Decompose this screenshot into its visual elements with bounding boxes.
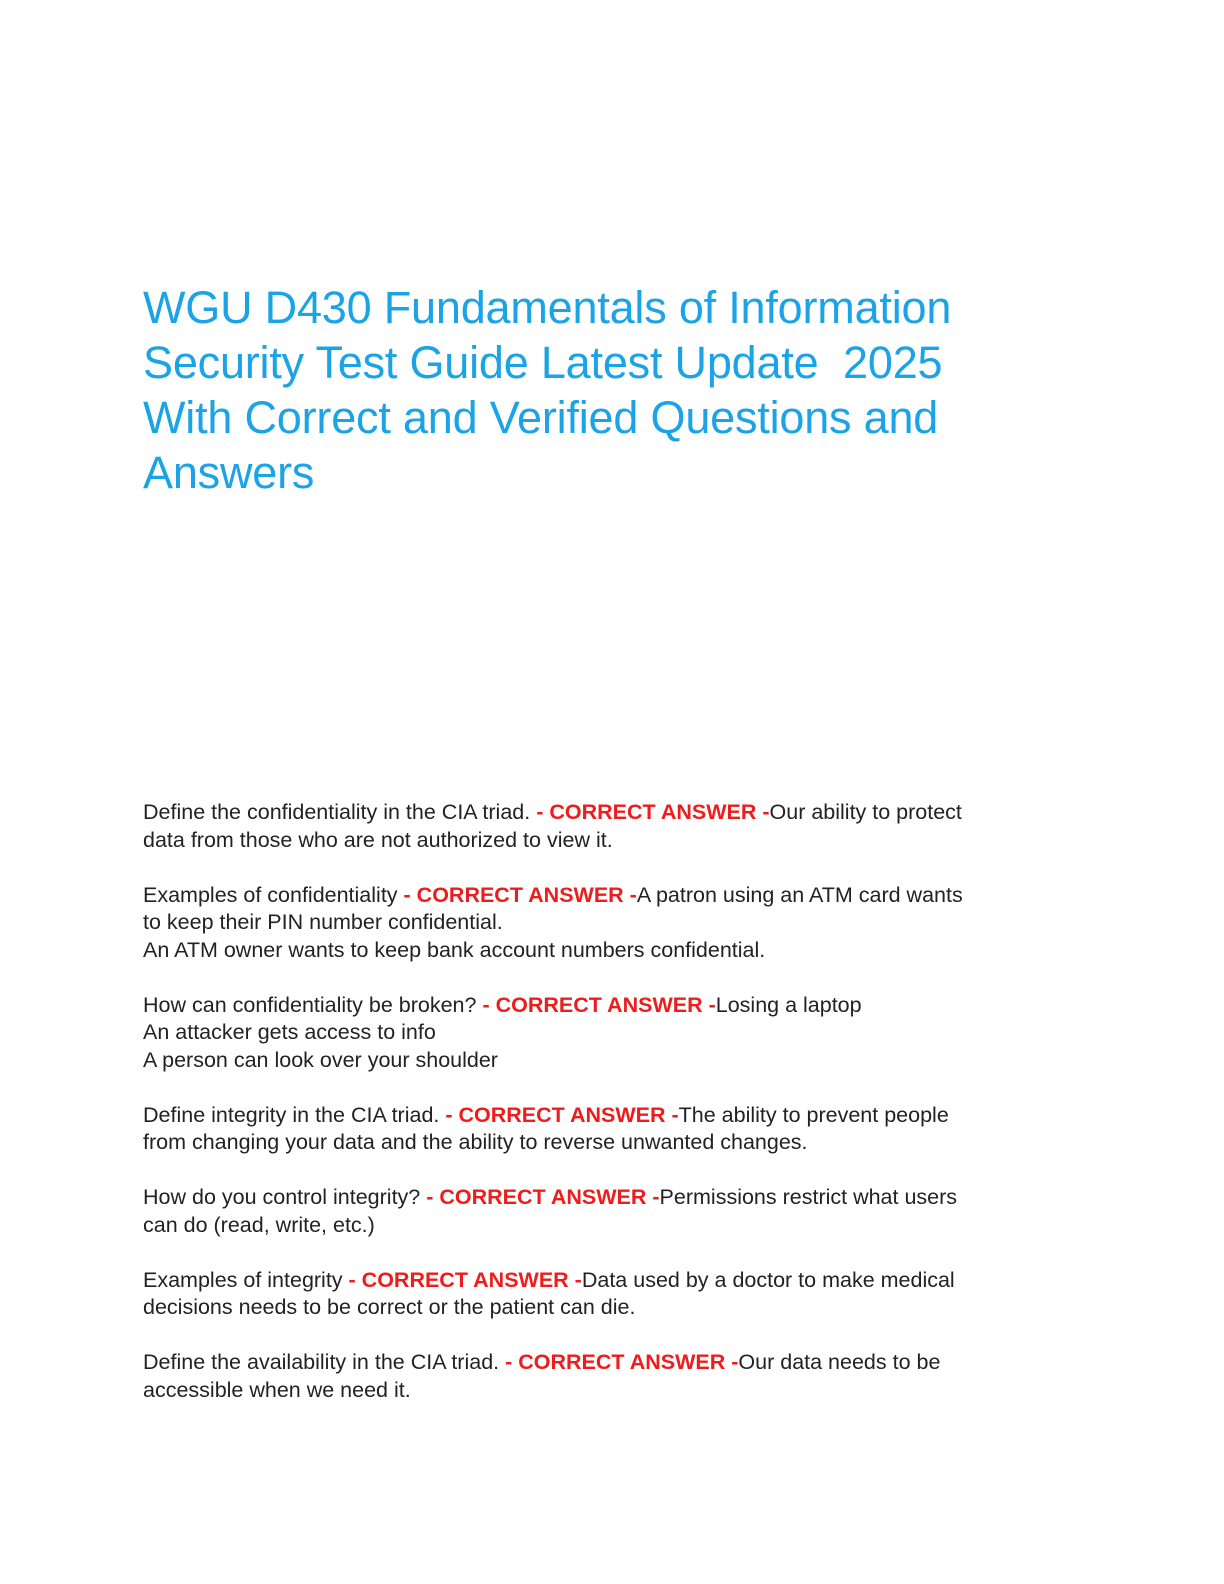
correct-answer-tag: - CORRECT ANSWER - [445,1102,679,1127]
qa-first-line [143,882,1083,910]
document-title [143,280,1103,500]
answer-text: A patron using an ATM card wants [636,882,963,907]
qa-item [143,1102,1083,1157]
qa-first-line [143,799,1083,827]
title-line: Answers [143,447,315,498]
answer-line: An attacker gets access to info [143,1020,436,1044]
question-text: How can confidentiality be broken? [143,992,483,1017]
title-line: Security Test Guide Latest Update 2025 [143,337,943,388]
answer-line: A person can look over your shoulder [143,1047,498,1072]
answer-line: data from those who are not authorized to view it. [143,827,613,852]
qa-item [143,799,1083,854]
qa-item [143,882,1083,965]
qa-first-line [143,992,1083,1020]
question-text: Examples of integrity [143,1267,349,1292]
answer-line: can do (read, write, etc.) [143,1212,375,1237]
question-text: How do you control integrity? [143,1185,427,1209]
title-line: With Correct and Verified Questions and [143,392,939,443]
correct-answer-tag: - CORRECT ANSWER - [426,1185,660,1209]
question-text: Define the availability in the CIA triad. [143,1350,506,1374]
question-text: Examples of confidentiality [143,882,404,907]
qa-first-line [143,1267,1083,1295]
qa-item [143,992,1083,1075]
question-text: Define integrity in the CIA triad. [143,1102,446,1127]
answer-line: from changing your data and the ability to reverse unwanted changes. [143,1130,808,1154]
qa-item [143,1267,1083,1322]
qa-item [143,1184,1083,1239]
correct-answer-tag: - CORRECT ANSWER - [482,992,716,1017]
answer-text: Losing a laptop [715,992,862,1017]
answer-text: Permissions restrict what users [659,1185,958,1209]
qa-first-line [143,1102,1083,1130]
answer-text: Our data needs to be [738,1350,941,1374]
answer-line: An ATM owner wants to keep bank account numbers confidential. [143,937,766,962]
qa-list [143,799,1083,1432]
correct-answer-tag: - CORRECT ANSWER - [403,882,637,907]
answer-line: decisions needs to be correct or the patient can die. [143,1295,636,1319]
correct-answer-tag: - CORRECT ANSWER - [505,1350,739,1374]
qa-first-line [143,1184,1083,1212]
correct-answer-tag: - CORRECT ANSWER - [348,1267,582,1292]
answer-line: accessible when we need it. [143,1377,411,1402]
correct-answer-tag: - CORRECT ANSWER - [536,800,770,824]
answer-text: The ability to prevent people [678,1102,949,1127]
qa-first-line [143,1349,1083,1377]
answer-text: Data used by a doctor to make medical [581,1267,955,1292]
answer-text: Our ability to protect [769,800,962,824]
qa-item [143,1349,1083,1404]
title-line: WGU D430 Fundamentals of Information [143,282,952,333]
answer-line: to keep their PIN number confidential. [143,910,503,934]
question-text: Define the confidentiality in the CIA triad. [143,800,537,824]
